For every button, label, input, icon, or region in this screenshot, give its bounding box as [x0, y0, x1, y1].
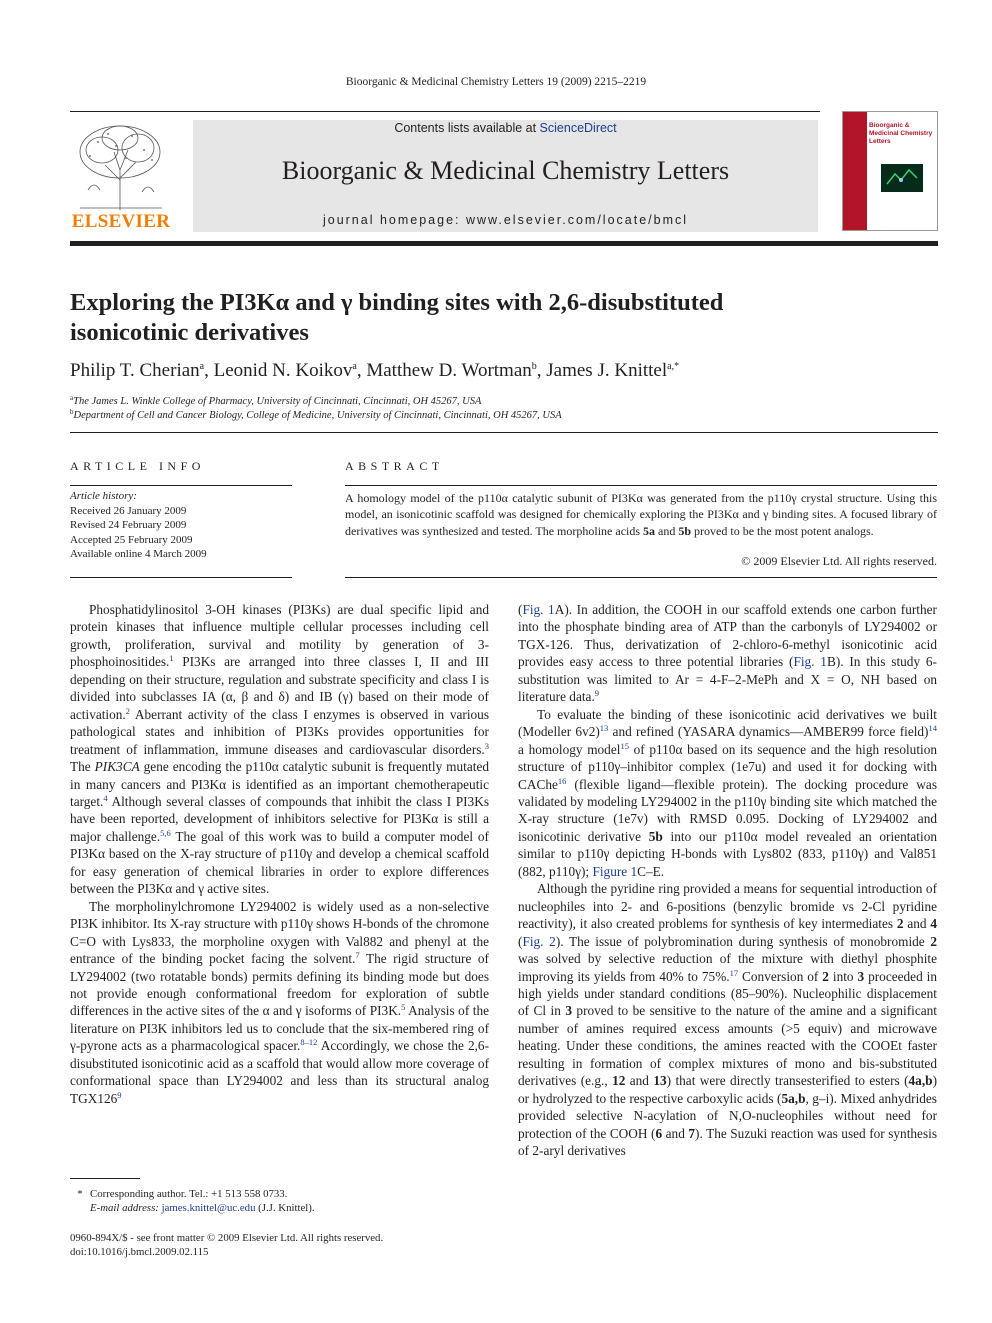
reference-link[interactable]: 3	[484, 740, 489, 751]
abstract-span: proved to be the most potent analogs.	[691, 523, 874, 538]
author-name[interactable]: Philip T. Cherian	[70, 360, 200, 381]
header-top-rule	[70, 111, 820, 112]
reference-link[interactable]: 7	[355, 950, 360, 961]
reference-link[interactable]: 5	[401, 1002, 406, 1013]
article-title	[70, 288, 930, 348]
elsevier-wordmark: ELSEVIER	[71, 211, 171, 232]
article-info-bottom-rule	[70, 577, 292, 578]
reference-link[interactable]: 1	[169, 653, 174, 664]
email-note	[70, 1201, 490, 1215]
body-paragraph: Phosphatidylinositol 3-OH kinases (PI3Ks) are dual specific lipid and protein kinases that influence multiple cellular processes including cell growth, proliferation, survival and motility by generation of 3-phosphoinositides.$^1$ PI3Ks are arranged into three classes I, II and III depending on their structure, regulation and substrate specificity and class I is divided into subclasses IA (α, β and δ) and IB (γ) based on their mode of activation.$^2$ Aberrant activity of the class I enzymes is observed in various pathological states and inhibition of PI3Ks provides opportunities for treatment of inflammation, immune diseases and cardiovascular disorders.$^3$ The PIK3CA gene encoding the p110α catalytic subunit is frequently mutated in many cancers and PI3Kα is identified as an important chemotherapeutic target.$^4$ Although several classes of compounds that inhibit the class I PI3Ks have been reported, development of inhibitors selective for PI3Kα is still a major challenge.$^{5,6}$ The goal of this work was to build a computer model of PI3Kα based on the X-ray structure of p110γ and develop a chemical scaffold for easy generation of chemical libraries in order to explore differences between the PI3Kα and γ active sites.	[70, 602, 490, 897]
author-name[interactable]: James J. Knittel	[546, 360, 668, 381]
reference-link[interactable]: 13	[599, 723, 609, 734]
journal-cover-thumbnail	[842, 111, 938, 231]
compound-ref: 5b	[678, 523, 692, 538]
title-line-2: isonicotinic derivatives	[70, 319, 309, 346]
affil-sup: a	[70, 394, 74, 402]
reference-link[interactable]: 8–12	[300, 1037, 318, 1048]
affil-sup: b	[70, 408, 74, 416]
article-info-rule	[70, 485, 292, 486]
history-received: Received 26 January 2009	[70, 504, 187, 517]
history-revised: Revised 24 February 2009	[70, 519, 187, 531]
history-online: Available online 4 March 2009	[70, 548, 207, 560]
journal-citation: Bioorganic & Medicinal Chemistry Letters 19 (2009) 2215–2219	[345, 76, 647, 88]
abstract-span: A homology model of the p110α catalytic subunit of PI3Kα was generated from the p110γ crystal structure. Using this model, an isonicotinic scaffold was designed for chemically exploring the PI3Kα and γ binding sites. A focused library of derivatives was synthesized and tested. The morpholine acids	[345, 491, 937, 538]
abstract-bottom-rule	[345, 577, 937, 578]
affiliation-b	[70, 408, 940, 421]
reference-link[interactable]: 5,6	[160, 827, 171, 838]
author-affil-sup: a	[199, 361, 205, 372]
author-name[interactable]: Matthew D. Wortman	[366, 360, 532, 381]
history-accepted: Accepted 25 February 2009	[70, 533, 193, 546]
cover-title: Bioorganic & Medicinal Chemistry Letters	[869, 122, 933, 145]
body-column-right	[518, 601, 937, 1160]
corresponding-text: Corresponding author. Tel.: +1 513 558 0733.	[90, 1188, 288, 1200]
reference-link[interactable]: 14	[928, 723, 937, 734]
affil-text: Department of Cell and Cancer Biology, College of Medicine, University of Cincinnati, Cincinnati, OH 45267, USA	[73, 410, 562, 421]
reference-link[interactable]: 2	[125, 705, 131, 716]
body-paragraph: (Fig. 1A). In addition, the COOH in our scaffold extends one carbon further into the phosphate binding area of ATP than the carbonyls of LY294002 or TGX-126. Thus, derivatization of 2-chloro-6-methyl isonicotinic acid provides easy access to three potential libraries (Fig. 1B). In this study 6-substitution was limited to Ar = 4-F–2-MePh and X = O, NH based on literature data.$^9$	[518, 602, 937, 705]
issn-line: 0960-894X/$ - see front matter © 2009 Elsevier Ltd. All rights reserved.	[70, 1232, 384, 1244]
reference-link[interactable]: 4	[103, 792, 108, 803]
contents-line	[193, 121, 818, 135]
author-list: Philip T. Cherian$^a$, Leonid N. Koikov$^a$, Matthew D. Wortman$^b$, James J. Knittel$^{a,*}$	[70, 360, 680, 381]
author-affil-sup: a,*	[667, 361, 680, 372]
abstract-copyright: © 2009 Elsevier Ltd. All rights reserved.	[741, 554, 937, 568]
body-paragraph: Although the pyridine ring provided a means for sequential introduction of nucleophiles into 2- and 6-positions (benzylic bromide vs 2-Cl pyridine reactivity), it also created problems for synthesis of key intermediates 2 and 4 (Fig. 2). The issue of polybromination during synthesis of monobromide 2 was solved by selective reduction of the mixture with diethyl phosphite improving its yields from 40% to 75%.$^{17}$ Conversion of 2 into 3 proceeded in high yields under standard conditions (85–90%). Nucleophilic displacement of Cl in 3 proved to be sensitive to the nature of the amine and a significant number of amines required excess amounts (>5 equiv) and microwave heating. Under these conditions, the amines reacted with the COOEt faster resulting in formation of complex mixtures of mono and bis-substituted derivatives (e.g., 12 and 13) that were directly transesterified to esters (4a,b) or hydrolyzed to the respective carboxylic acids (5a,b, g–i). Mixed anhydrides provided selective N-acylation of N,O-nucleophiles without need for protection of the COOH (6 and 7). The Suzuki reaction was used for synthesis of 2-aryl derivatives	[518, 881, 937, 1159]
figure-link[interactable]: Fig. 1	[522, 602, 555, 617]
header-bottom-rule	[70, 241, 938, 246]
corresponding-author-note	[70, 1187, 490, 1201]
footnote-star: *	[77, 1188, 83, 1200]
sciencedirect-link[interactable]: ScienceDirect	[539, 121, 617, 135]
email-suffix: (J.J. Knittel).	[255, 1202, 315, 1214]
doi-line[interactable]: doi:10.1016/j.bmcl.2009.02.115	[70, 1246, 209, 1258]
abstract-heading: ABSTRACT	[345, 459, 444, 473]
affiliation-a	[70, 394, 940, 407]
email-link[interactable]: james.knittel@uc.edu	[161, 1202, 256, 1214]
reference-link[interactable]: 16	[557, 775, 567, 786]
journal-name: Bioorganic & Medicinal Chemistry Letters	[281, 156, 730, 185]
cover-red-band	[843, 112, 867, 230]
footnote-rule	[70, 1178, 140, 1179]
figure-link[interactable]: Fig. 2	[522, 933, 556, 949]
body-paragraph: To evaluate the binding of these isonicotinic acid derivatives we built (Modeller 6v2)$^{13}$ and refined (YASARA dynamics—AMBER99 force field)$^{14}$ a homology model$^{15}$ of p110α based on its sequence and the high resolution structure of p110γ–inhibitor complex (1e7u) and used it for docking with CAChe$^{16}$ (flexible ligand—flexible protein). The docking procedure was validated by modeling LY294002 in the p110γ binding site which matched the X-ray structure (1e7v) with RMSD 0.095. Docking of LY294002 and isonicotinic derivative 5b into our p110α model revealed an orientation similar to p110γ depicting H-bonds with Lys802 (833, p110γ) and Val851 (882, p110γ); Figure 1C–E.	[518, 706, 938, 879]
reference-link[interactable]: 15	[620, 740, 629, 751]
article-info-heading: ARTICLE INFO	[70, 459, 205, 473]
reference-link[interactable]: 17	[729, 967, 739, 978]
abstract-rule	[345, 485, 937, 486]
cover-image	[881, 164, 923, 192]
abstract-span: and	[655, 523, 679, 538]
contents-prefix: Contents lists available at	[394, 121, 540, 135]
author-affil-sup: b	[531, 361, 537, 372]
figure-link[interactable]: Figure 1	[592, 863, 638, 879]
history-label: Article history:	[70, 490, 137, 502]
author-affil-sup: a	[352, 361, 357, 372]
affil-text: The James L. Winkle College of Pharmacy, University of Cincinnati, Cincinnati, OH 45267, USA	[73, 396, 482, 407]
compound-ref: 5a	[643, 523, 656, 538]
title-line-1: Exploring the PI3Kα and γ binding sites with 2,6-disubstituted	[70, 289, 724, 316]
abstract-text	[345, 490, 937, 539]
reference-link[interactable]: 9	[117, 1089, 122, 1100]
affiliation-rule	[70, 432, 938, 433]
email-label: E-mail address:	[90, 1202, 159, 1214]
journal-homepage[interactable]: journal homepage: www.elsevier.com/locate/bmcl	[322, 213, 689, 227]
article-history	[70, 489, 292, 562]
body-paragraph: The morpholinylchromone LY294002 is widely used as a non-selective PI3K inhibitor. Its X-ray structure with p110γ shows H-bonds of the chromone C=O with Lys833, the morpholine oxygen with Val882 and phenyl at the entrance of the binding pocket facing the solvent.$^7$ The rigid structure of LY294002 (two rotatable bonds) permits defining its binding mode but does not provide enough conformational freedom for exploration of subtle differences in the active sites of the α and γ isoforms of PI3K.$^5$ Analysis of the literature on PI3K inhibitors led us to conclude that the six-membered ring of γ-pyrone acts as a pharmacological spacer.$^{8-12}$ Accordingly, we chose the 2,6-disubstituted isonicotinic acid as a scaffold that would allow more coverage of conformational space than LY294002 and less than its structural analog $TGX126^9$	[70, 898, 490, 1106]
reference-link[interactable]: 9	[594, 688, 600, 699]
body-column-left	[70, 601, 489, 1107]
author-name[interactable]: Leonid N. Koikov	[213, 360, 353, 381]
figure-link[interactable]: Fig. 1	[793, 654, 827, 670]
